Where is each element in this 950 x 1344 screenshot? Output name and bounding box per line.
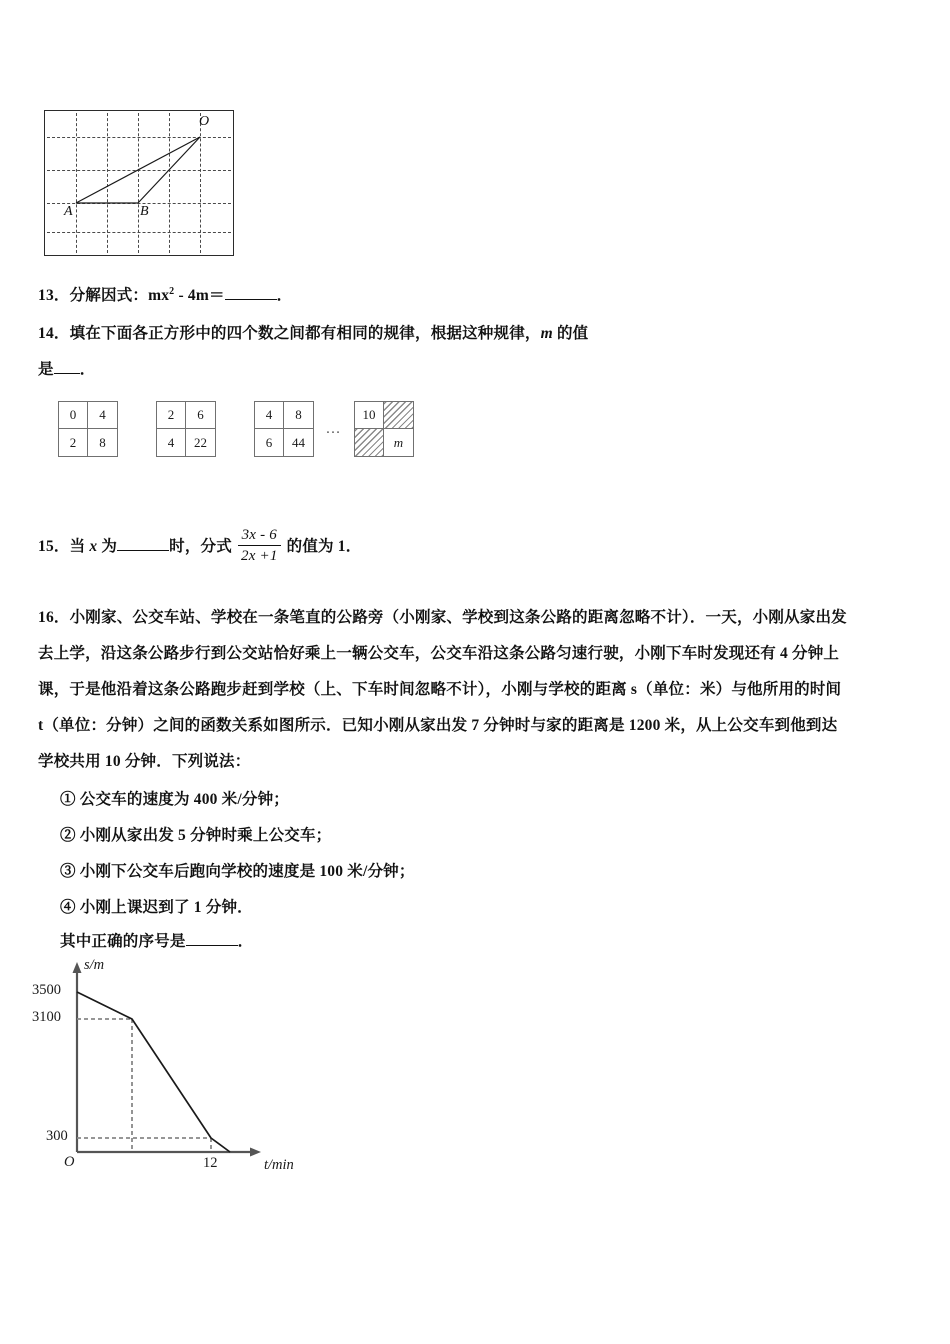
- square3-cell-tl: 4: [255, 402, 284, 429]
- square1-cell-br: 8: [99, 434, 106, 450]
- squares-ellipsis: …: [325, 420, 343, 437]
- q16-line-1: [38, 600, 923, 636]
- q13-text-before: 分解因式：mx: [69, 287, 170, 304]
- chart-y-axis-arrow: [73, 962, 82, 973]
- q15-text-b: 为: [97, 538, 118, 556]
- chart-series-line: [77, 992, 230, 1152]
- q14-line1-tail: 的值: [552, 325, 589, 342]
- question-16-items: [60, 782, 660, 926]
- q15-variable: x: [89, 538, 98, 556]
- chart-x-axis-arrow: [250, 1148, 261, 1157]
- square3-cell-br: 44: [292, 434, 305, 450]
- q16-number: 16．: [38, 609, 70, 626]
- square4-cell-tr-hatched: [384, 402, 413, 429]
- q14-line2-head: 是: [38, 361, 54, 378]
- triangle-lines: [44, 110, 234, 256]
- grid-triangle-figure: [44, 110, 234, 256]
- q15-fraction-denominator: 2x +1: [241, 548, 278, 564]
- chart-ytick-300: 300: [46, 1128, 68, 1144]
- square1-cell-bl: 2: [59, 429, 88, 456]
- q15-text-c: 时，分式: [169, 538, 237, 556]
- number-squares-figure: [58, 398, 414, 460]
- chart-origin-label: O: [64, 1154, 75, 1170]
- point-label-o: O: [199, 114, 210, 129]
- question-13: [38, 278, 638, 314]
- q16-line-2: 去上学，沿这条公路步行到公交站恰好乘上一辆公交车，公交车沿这条公路匀速行驶，小刚下车时发现还有 4 分钟上: [38, 645, 840, 662]
- chart-x-axis-label: t/min: [264, 1157, 294, 1173]
- q13-answer-blank[interactable]: [225, 284, 277, 300]
- q13-exponent: 2: [169, 285, 175, 297]
- square4-cell-bl-hatched: [355, 429, 384, 456]
- q14-answer-blank[interactable]: [54, 359, 80, 374]
- q16-line-4: t（单位：分钟）之间的函数关系如图所示．已知小刚从家出发 7 分钟时与家的距离是 1200 米，从上公交车到他到达: [38, 717, 838, 734]
- square2-cell-br: 22: [194, 434, 207, 450]
- square2-cell-tr: 6: [186, 402, 215, 429]
- q16-para-line-1: 小刚家、公交车站、学校在一条笔直的公路旁（小刚家、学校到这条公路的距离忽略不计）．一天，小刚从家出发: [69, 609, 847, 626]
- q16-line-5: 学校共用 10 分钟．下列说法：: [38, 753, 251, 770]
- chart-ytick-3100: 3100: [32, 1009, 61, 1025]
- q16-line-3: 课，于是他沿着这条公路跑步赶到学校（上、下车时间忽略不计），小刚与学校的距离 s（单位：米）与他所用的时间: [38, 681, 842, 698]
- q14-line1: 填在下面各正方形中的四个数之间都有相同的规律，根据这种规律，: [69, 325, 541, 342]
- square4-cell-tl: 10: [355, 402, 384, 429]
- number-square-3: [254, 401, 314, 457]
- chart-svg: [24, 952, 324, 1187]
- question-15: [38, 528, 598, 567]
- q15-answer-blank[interactable]: [117, 535, 169, 551]
- q16-closing-tail: ．: [237, 933, 254, 950]
- q15-fraction-numerator: 3x - 6: [238, 526, 281, 546]
- chart-xtick-12: 12: [203, 1155, 218, 1171]
- question-14: [38, 316, 718, 352]
- q16-item-4: ④ 小刚上课迟到了 1 分钟．: [60, 899, 253, 916]
- q15-text-a: 当: [69, 538, 90, 556]
- q16-answer-blank[interactable]: [186, 930, 238, 946]
- q15-text-d: 的值为 1．: [282, 538, 362, 556]
- point-label-b: B: [140, 204, 149, 219]
- point-label-a: A: [64, 204, 73, 219]
- q16-closing-head: 其中正确的序号是: [60, 933, 186, 950]
- square3-cell-tr: 8: [284, 402, 313, 429]
- q14-variable: m: [540, 325, 553, 342]
- chart-y-axis-label: s/m: [84, 957, 105, 973]
- q14-line2-tail: ．: [79, 361, 96, 378]
- square4-cell-br: m: [393, 434, 404, 450]
- q14-number: 14．: [38, 325, 70, 342]
- number-square-2: [156, 401, 216, 457]
- q13-text-after: ．: [276, 287, 293, 304]
- chart-ytick-3500: 3500: [32, 982, 61, 998]
- square1-cell-tl: 0: [59, 402, 88, 429]
- q15-fraction: [238, 526, 281, 565]
- q13-text-mid: - 4m＝: [174, 287, 225, 304]
- square1-cell-tr: 4: [88, 402, 117, 429]
- q13-number: 13．: [38, 287, 70, 304]
- q16-item-1: ① 公交车的速度为 400 米/分钟；: [60, 791, 289, 808]
- q16-item-2: ② 小刚从家出发 5 分钟时乘上公交车；: [60, 827, 332, 844]
- number-square-4: [354, 401, 414, 457]
- distance-time-chart: [24, 952, 324, 1187]
- q15-number: 15．: [38, 538, 70, 556]
- square2-cell-bl: 4: [157, 429, 186, 456]
- square2-cell-tl: 2: [157, 402, 186, 429]
- question-14-line2: [38, 352, 438, 388]
- square3-cell-bl: 6: [255, 429, 284, 456]
- q16-item-3: ③ 小刚下公交车后跑向学校的速度是 100 米/分钟；: [60, 863, 415, 880]
- number-square-1: [58, 401, 118, 457]
- question-16-paragraph: [38, 600, 923, 780]
